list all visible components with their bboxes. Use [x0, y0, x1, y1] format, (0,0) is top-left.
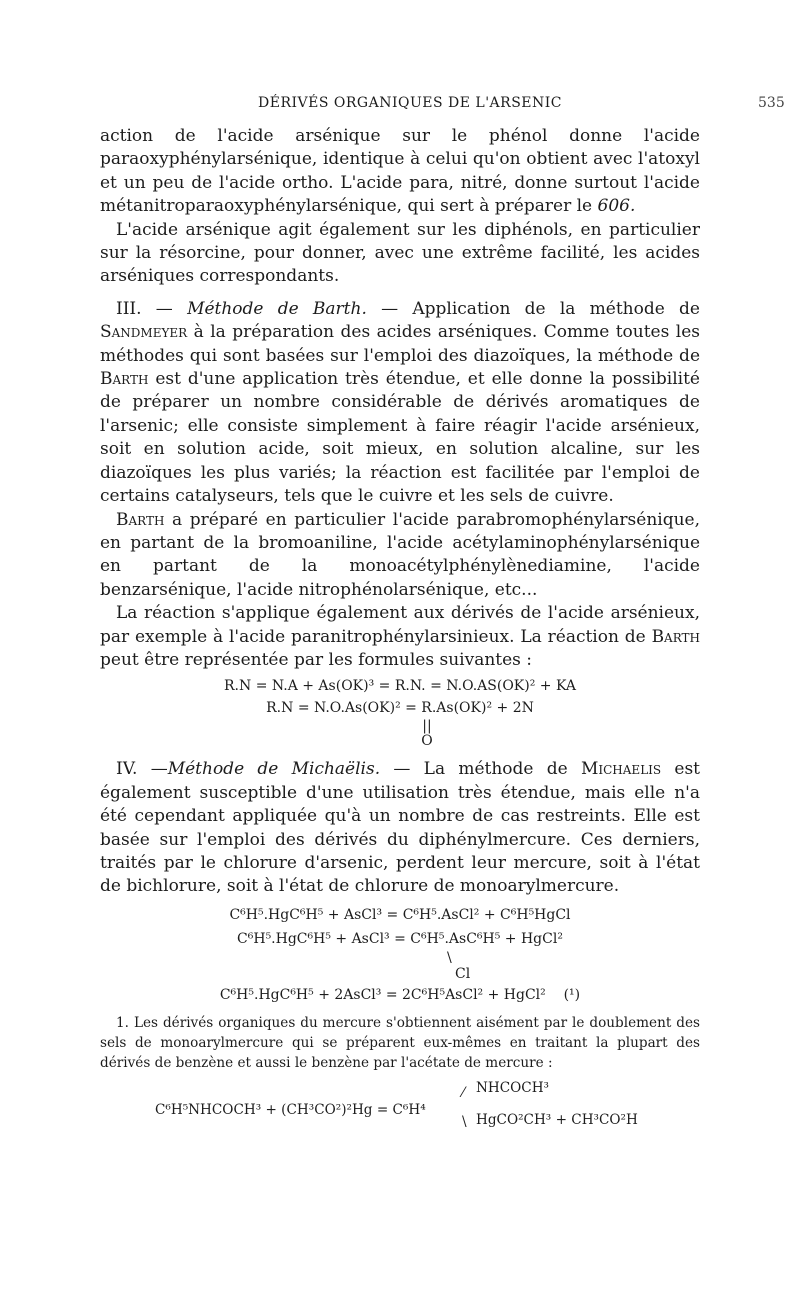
formula-line-1: R.N = N.A + As(OK)³ = R.N. = N.O.AS(OK)² + KA: [224, 678, 576, 695]
page-body: [100, 125, 700, 1135]
section-4-paragraph: IV. —Méthode de Michaëlis. — La méthode de Michaelis est également susceptible d'une utilisation très étendue, mais elle n'a été cependant appliquée qu'à un nombre de cas restreints. Elle est basée sur l'emploi des dérivés du diphénylmercure. Ces derniers, traités par le chlorure d'arsenic, perdent leur mercure, soit à l'état de bichlorure, soit à l'état de chlorure de monoarylmercure.: [100, 759, 701, 897]
footnote-formula-lhs: C⁶H⁵NHCOCH³ + (CH³CO²)²Hg = C⁶H⁴: [155, 1101, 426, 1118]
formula-line-2: R.N = N.O.As(OK)² = R.As(OK)² + 2N: [266, 700, 534, 717]
michaelis-eq-3: C⁶H⁵.HgC⁶H⁵ + 2AsCl³ = 2C⁶H⁵AsCl² + HgCl² (¹): [219, 986, 581, 1003]
running-header: [0, 95, 800, 117]
footnote-formula-bottom: HgCO²CH³ + CH³CO²H: [476, 1111, 638, 1128]
michaelis-eq-2: C⁶H⁵.HgC⁶H⁵ + AsCl³ = C⁶H⁵.AsC⁶H⁵ + HgCl²: [237, 930, 563, 947]
footnote-ref: (¹): [563, 986, 581, 1003]
michaelis-cl: Cl: [455, 965, 471, 982]
paragraph-4: Barth a préparé en particulier l'acide parabromophénylarsénique, en partant de la bromoaniline, l'acide acétylaminophénylarsénique en partant de la monoacétylphénylènediamine, l'acide benzarsénique, l'acide nitrophénolarsénique, etc...: [100, 509, 700, 600]
italic-606: 606.: [597, 196, 636, 217]
footnote-number: 1.: [116, 1014, 129, 1031]
author-barth: Barth: [100, 369, 149, 390]
section-4-title: Méthode de Michaëlis.: [167, 759, 381, 780]
paragraph-1: action de l'acide arsénique sur le phénol donne l'acide paraoxyphénylarsénique, identique à celui qu'on obtient avec l'atoxyl et un peu de l'acide ortho. L'acide para, nitré, donne surtout l'acide métanitroparaoxyphénylarsénique, qui sert à préparer le 606.: [100, 126, 700, 217]
running-title: DÉRIVÉS ORGANIQUES DE L'ARSENIC: [258, 95, 563, 111]
michaelis-branch: \: [447, 949, 452, 966]
section-3-paragraph: III. — Méthode de Barth. — Application de la méthode de Sandmeyer à la préparation des acides arséniques. Comme toutes les méthodes qui sont basées sur l'emploi des diazoïques, la méthode de Barth est d'une application très étendue, et elle donne la possibilité de préparer un nombre considérable de dérivés aromatiques de l'arsenic; elle consiste simplement à faire réagir l'acide arsénieux, soit en solution acide, soit mieux, en solution alcaline, sur les diazoïques les plus variés; la réaction est facilitée par l'emploi de certains catalyseurs, tels que le cuivre et les sels de cuivre.: [100, 298, 701, 507]
formula-oxygen: O: [421, 733, 433, 750]
section-3-numeral: III. —: [116, 298, 173, 319]
michaelis-formulas: [100, 903, 700, 1007]
section-4-numeral: IV. —: [116, 759, 168, 780]
footnote-branch-up: ⁄: [462, 1084, 465, 1101]
footnote-formula-top: NHCOCH³: [476, 1079, 550, 1096]
paragraph-5: La réaction s'applique également aux dérivés de l'acide arsénieux, par exemple à l'acide paranitrophénylarsinieux. La réaction de Barth peut être représentée par les formules suivantes :: [100, 603, 701, 670]
author-barth-2: Barth: [116, 509, 165, 530]
author-sandmeyer: Sandmeyer: [100, 322, 188, 343]
paragraph-2: L'acide arsénique agit également sur les diphénols, en particulier sur la résorcine, pour donner, avec une extrême facilité, les acides arséniques correspondants.: [100, 219, 700, 287]
footnote: 1. Les dérivés organiques du mercure s'obtiennent aisément par le doublement des sels de monoarylmercure qui se préparent eux-mêmes en traitant la plupart des dérivés de benzène et aussi le benzène par l'acétate de mercure :: [100, 1014, 700, 1071]
footnote-formula: [100, 1077, 700, 1135]
formula-double-bond: ||: [422, 718, 432, 735]
barth-formula: [100, 675, 700, 749]
footnote-branch-down: \: [462, 1113, 467, 1130]
author-barth-3: Barth: [651, 626, 701, 647]
page-number: 535: [758, 95, 785, 111]
section-3-title: Méthode de Barth.: [187, 298, 367, 319]
michaelis-eq-1: C⁶H⁵.HgC⁶H⁵ + AsCl³ = C⁶H⁵.AsCl² + C⁶H⁵HgCl: [229, 906, 571, 923]
author-michaelis: Michaelis: [580, 759, 662, 780]
